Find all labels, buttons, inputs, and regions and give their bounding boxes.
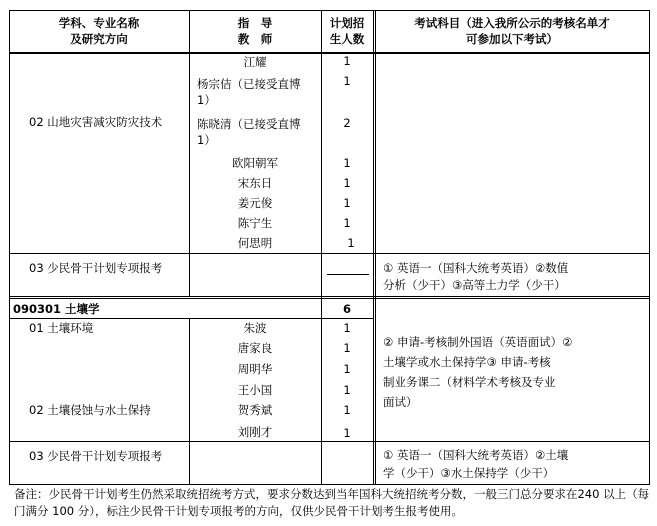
enrollment-count: 1 bbox=[343, 156, 351, 170]
table-border-bottom bbox=[9, 484, 650, 485]
exam-subjects: ② 申请-考核制外国语（英语面试）② 土壤学或水土保持学③ 申请-考核 制业务课二（材料学术考核及专业 面试） bbox=[383, 335, 573, 409]
teacher-name: 姜元俊 bbox=[237, 196, 273, 210]
teacher-name: 杨宗佶（已接受直博 1） bbox=[197, 77, 301, 107]
enrollment-count: 1 bbox=[343, 74, 351, 88]
enrollment-count: 1 bbox=[343, 341, 351, 355]
teacher-name: 何思明 bbox=[237, 236, 273, 250]
header-col1: 学科、专业名称 及研究方向 bbox=[58, 16, 140, 46]
enrollment-count: 1 bbox=[343, 403, 351, 417]
exam-subjects: ① 英语一（国科大统考英语）②数值 分析（少干）③高等土力学（少干） bbox=[383, 261, 569, 292]
teacher-name: 欧阳朝军 bbox=[232, 156, 278, 170]
table-border-right bbox=[649, 10, 650, 484]
admission-table bbox=[9, 10, 650, 484]
header-col4: 考试科目（进入我所公示的考核名单才 可参加以下考试） bbox=[414, 16, 610, 46]
teacher-name: 唐家良 bbox=[237, 341, 273, 355]
direction-label: 02 山地灾害减灾防灾技术 bbox=[29, 115, 163, 129]
enrollment-count: 1 bbox=[343, 362, 351, 376]
teacher-name: 陈宁生 bbox=[237, 216, 273, 230]
teacher-name: 贺秀斌 bbox=[237, 403, 273, 417]
teacher-name: 王小国 bbox=[237, 383, 273, 397]
teacher-name: 宋东日 bbox=[237, 176, 273, 190]
row-divider bbox=[9, 318, 373, 319]
enrollment-count: 1 bbox=[343, 383, 351, 397]
direction-label: 03 少民骨干计划专项报考 bbox=[29, 261, 163, 275]
teacher-name: 朱波 bbox=[243, 321, 267, 335]
direction-label: 03 少民骨干计划专项报考 bbox=[29, 449, 163, 463]
header-col3: 计划招 生人数 bbox=[329, 16, 365, 46]
enrollment-count: 1 bbox=[343, 321, 351, 335]
row-divider bbox=[9, 253, 650, 254]
table-border-top bbox=[9, 10, 650, 11]
row-divider bbox=[9, 296, 650, 297]
enrollment-count: 1 bbox=[343, 196, 351, 210]
direction-label: 02 土壤侵蚀与水土保持 bbox=[29, 403, 151, 417]
column-divider bbox=[189, 10, 190, 296]
teacher-name: 刘刚才 bbox=[237, 425, 273, 439]
blank-line bbox=[327, 274, 369, 275]
teacher-name: 江耀 bbox=[243, 55, 267, 69]
header-col2: 指 导 教 师 bbox=[237, 16, 273, 46]
exam-subjects: ① 英语一（国科大统考英语）②土壤 学（少干）③水土保持学（少干） bbox=[383, 448, 569, 480]
row-divider bbox=[9, 298, 650, 299]
major-code: 090301 土壤学 bbox=[13, 302, 100, 316]
teacher-name: 周明华 bbox=[237, 362, 273, 376]
enrollment-count: 1 bbox=[343, 54, 351, 68]
enrollment-count: 1 bbox=[343, 176, 351, 190]
total-count: 6 bbox=[342, 302, 351, 316]
footnote: 备注：少民骨干计划考生仍然采取统招统考方式，要求分数达到当年国科大统招统考分数，一般三门总分要求在240 以上（每门满分 100 分），标注少民骨干计划专项报考的方向，仅供少民骨干计划考生报考使用。 bbox=[14, 487, 650, 518]
enrollment-count: 2 bbox=[343, 116, 351, 130]
enrollment-count: 1 bbox=[343, 426, 351, 440]
teacher-name: 陈晓清（已接受直博 1） bbox=[197, 117, 301, 147]
direction-label: 01 土壤环境 bbox=[29, 321, 94, 335]
enrollment-count: 1 bbox=[343, 216, 351, 230]
table-border-left bbox=[9, 10, 10, 484]
row-divider bbox=[9, 441, 650, 442]
enrollment-count: 1 bbox=[347, 236, 355, 250]
